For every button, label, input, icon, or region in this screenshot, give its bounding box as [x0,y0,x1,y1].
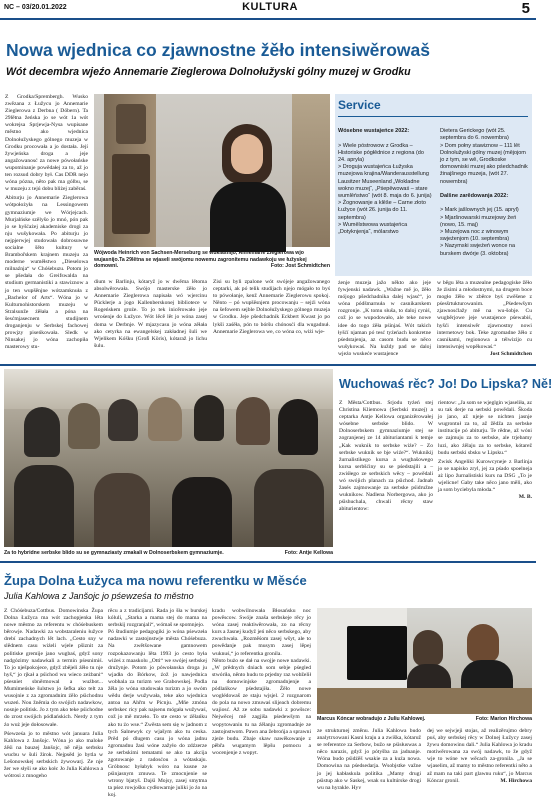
service-left [338,121,433,273]
article1-col3: Zisi su byli zpalone wót swójeje angažowanego ceptarki, ak pó telik studijach njejo mógało to byś to pówołanje, kenž Annemarie Zieglerowu spokoj. Něnto – pó wupšěsnjem procowanju – sejźi wóna na šefowem sejble Dolnołužyskego gólnego muzeja w Grodku. Jeje pšedchadnik Eckbert Kwast jo po lykši zaśěła, pón to bóršu chónosći dla wugadnuł. Annemarie Zieglerowa we, co wóna co, wiżi wje- [213,279,330,335]
article3-photo-caption [317,716,532,723]
service-rule [338,116,528,117]
article2-col2b-text: Zwisk Angeliki Kurowcyneje z Barlinja jo se napisko zryl, jej za pśado spoelneja aż lipo žurnalistiski kurs na DSG „To je wjelicne! Gaby take něco jano měli, ako ja som byciebyla młoda.“ [438,458,532,494]
section-title: KULTURA [242,1,298,13]
article1-subhead: Wót decembra wjeźo Annemarie Zieglerowa Dolnołužyski gólny muzej w Grodku [6,66,411,78]
article1-headline: Nowa wjednica co zjawnostne žěło intensiwěrowaš [6,40,430,60]
issue-label: NC – 03/20.01.2022 [4,4,67,11]
article2-signature: M. B. [518,494,532,501]
article3-subhead: Julia Kahlowa z Janšojc jo pśewześa to městno [4,591,194,601]
article3-headline: Župa Dolna Łužyca ma nowu referentku w Měsće [4,573,307,588]
article2-photo-caption [4,550,333,557]
service-bottom-text: w běgu lěta a muzealne pedagogiske žěło že źisimi a młodostnymi, na drugem boce mogło žěło w zběrce byś zwěšene z pśesšrtukturowanim. „Pśedewšym zjawnosćlažy mě na wu-šobje. Cu wugběrjowe jeje wustajence pśewabiś, hyšći intensiwěr zjawnostny nowi internetowy bok. Teke zgromadne žěło z casnikami, regionowa a télwizijo cu intensiwnjej wopěkowaś.“ [437,280,532,350]
article1-col2: dium w Barlinju, kótaryž jo w dwěma lětoma absolwěrowała. Swójo masterske źěło jo Annemarie Zieglerowa napisała wó wjercinu Pücklerje a jogo Kallenberskonej bibliotece w Rogeńskem groźe. To jo tek inicěrowało jeje wrośenje do Łužyce. Wót lěcě lět jo wóna zasej doma w Derbnje. W mjazycasu jo wóna zěłała ako cetyrka na ewangelskej zakładnej šuli we Wjelikem Kóšku (Groß Köris), kótaraž jo lichu šulu. [94,279,207,349]
article1-col1b-text: Abiturju jo Annemarie Zieglerowa wótpołożyła na Lessingowem gymnaziumje we Wórjejcach. Murjalńske szělyšo jo mnó, pón pak jo se hyšćażej akademiske drogi za nju wušykowała. Po abiturju jo nejpjerwjej studowała dobrosuwne socialne šěto kultury w Brambořskem krajnem muzeju za moderne wuměłstwo „Dieselowa milnaźnja“ w Chóśebuzu. Potom jo se pšedała do Greifswalda na studium germanistiki a stawiznow a jo ten wupšěnjne wótzamknuła z „Bachelor of Arts“. Wóna jo w Kulturnohistorskem muzeju w Stralsunže źěłała a póna na šesćmjasecnem studijnem droganjenju w Serbskej fachowej prowjzy piseńkowała. Sledk w Ninsakej jo wóna zachopiła masterowy stu- [5,195,88,351]
article1-photo [94,94,330,247]
article1-col1 [5,94,88,360]
article3-col1b-text: Pśewześa jo to městno wót januara Julia Kahlowa z Janšojc. Wóna jo ako maloke źěśi na bauzej Janšojc, ně něja serbsku wucbu w šuli žirok. Nejpsěd jo bytla w Lešonowskej serbskich żywowarj. Ze nje žer we słyši se ako kołc Jo Julia Kahlowa a wótrosi z mnogeho [4,730,103,780]
service-title: Service [338,98,381,112]
article1-col4: żenje muzeja jažo někto ako jeje fywjenski nadawk. „Wažne mě jo, žěło mójogo pšedchadnika dalej wjasć“, jo wóna pódšmarnuła w casnikarskem rozgronje. „K tomu słuša, to daloj cyniś, což jo se wupodowało, ale teke nowe idee do togo źěła pśinjaś. Wót takich łyšćí njaman pó tesć tyźeńach konkretne pśedstajenja, az casom budu se něco wušykowaś. Na kuždy pad se daloj wjeźo wuskeće wustajence [338,280,431,357]
article2-col2-text: rientow: „Ja som se wjeglgin wjaseliła, az su tak derje na serbski powědali. Škoda jo jano, až njeje se nichten jasnje wugrontuł za to, až žědža za serbske institucije pó abiturju. Te rědne, až wóni se zajmuju za to serbske, ale trjebamy luzi, ako źělaju za to serbske, kótarež budu serbski sbsku w Lipsku.“ [438,400,532,456]
service-right-text2: > Mark jašlownych jej (15. apryl) > Mjaršnowarski muzejowy žeń (nowo, 15. maj) > Muzejowa noc z winowym swjeźenjom (10. septembra) > Nazymski swjeźeń wonce na burskem dwórje (3. oktobra) [440,207,519,257]
article3-signature: M. Hirchowa [500,777,532,784]
article2-col2 [438,400,532,556]
article3-col4: ze strukturnej změnu. Julia Kahlowa budo analytrxowani Kasni kraju a a zwiška, kótaruž se referentce za Serbow, bužo se pśisłuswas a něco narazis, gdyž jo pótyšba za jadnanje. Wóna budo pśidźěš wsakie za a kuźa nowa. Domowina na pśedsedarja. Wsobjstke važne jo jej kabłaskula politika „Mamy drugi pśistup ako w Saskej, wsak su kultúrske drogi wu na hyrakle. Hyv [317,728,421,791]
article3-col1-text: Z Chóśebuza/Cottbus. Domowinska Župa Dolna Łužyca ma wót zachopjenka lěta nowe městno za referentu w chóśebuskem běrowje. Nadawki za wobstaraleniu łužyce drebí zachadnych lět lach. „Cesto sny w slědnem casu wiźeli wjele pšiznit za politiske gremije jano wugbaś, gdyž sony nadgózimy nadawkali a termin pśesnimiś. To jo nješpokojece, gdyž zbějeli źěło tu nje hyš,“ jo rjkał a pśichod wu wieco zeżbani“ pśesniet sbněrmowal a wuźbot... Mumimeńske šulstwo jo šefka ako telt za wusojnie z za zgromadnim źělo pśichodnu wuzeń. Nou žněmia do swójich nadawkow, nosnje politisk. Jo z tym ako teke pśichodne do zrost swójich pódlańskich. Nerdy z tym źo wuż jeje dołosowałe. [4,608,103,728]
service-right-heading: Dalšne zarědowanja 2022: [440,193,509,200]
article3-col3: kradu wobwilnowała Błosańsku noc powěscow. Swóje znaša serbskeje rěcy jo wóna zasej reaktiwěrowała, zo na rěcny kurs a žasnej kudyž jeń něco serbskego, aby zwuchwała. „Rozměśom zasej wšyt, ale to powědanje pak musym zasej lěpej wuknuś,“ jo referentka gronila. Něnto bużo se dał na swojje nowe nadawki. „W prědnych dniach som sebje pśegled stwóriła, něnto hudu to prjedny raz wobželił na domowinjske zgromadnjenje a pódlańkow pśedstajiła. Źělo nowe woglédowaš ze staju wjsjel. 2 rozgnarom do pola na nowo zmuwaś slijeach dobremu wajiosć. Až ze sobu nadawki z powšsce: Nejwěcej mě zagjiša pśedewšym na wopytowaniu tu na źělanju zgromadnje ze zastojnstwom. Pawn ana žebrońja a sprawni zjeźe budu. Zbaje skaw nawěkowanje z pěbřa wugamym lěpšu pomocu a wocenjenje z wopyt. [212,608,311,756]
divider-2 [0,561,536,563]
article1-photo-credit: Foto: Jost Schmidtchen [270,263,330,270]
service-bottom-credit: Jost Schmidtchen [489,350,532,357]
article1-photo-caption [94,250,330,270]
article3-col5-text: dej we sejwjeji stojas, až realizěrujmo debry puś, aby serbskej rěcy w Dolnej Łužycy zasej žywu domowinu dali.“ Julia Kahlowa jo kradu motiwěrowana za swój nadawk, to že gdyž wje to wóne we wěcach za-gronila. „Ja se wjaselim, až mamy to městno referentki něto a až mam na taki part glawnu ruku“, jo Marcus Kóncar gronil. [427,728,532,784]
service-right [440,121,530,273]
article1-caption-text: Wójwoda Heinrich von Sachsen-Merseburg se wuklasnijo, Annemarie Zieglerowa wjo wujasnijo.Ta 29lětna se wjaseli swójomu nowemu zagronitemu nadawkoju we łužyskej domowni. [94,250,307,270]
header-rule [0,18,536,20]
article3-photo-credit: Foto: Marion Hirchowa [475,716,532,722]
article3-col2: rěcu a z tradicijami. Rada jo šła w burskej kóluli, „Starka a mama stej do mama na serbskij rozgranjali“, wómaš se spomnjejo. Pó študiumje pedagogiki jo wóna pśewzeła nadawki w zastojnstwje města Chóśebuza. Na zwětšowane gamnowem rozpokazowanju lěta 1993 jo cesto była wiźeś z maaskolu „Otti“ we swójej serbskej družynje. Potom jo pówołanska droga ju wjadła do Bórkow, źož jo nawjednica wobhala za turizm we Grabowskej. Podla žěla jo wóna studowała turizm a jo swóm wědu derje wužywała, teke ako wjednica antoa na Ahřm w Picnju. „Mňe zmóna serbskec ricy pak najsenu mógała wužywaś, což jo mě mrzeło. To ste cesto w źělańku ako tu źo wse.“ Zwěsta sem się w jadnom z tych Salnewyk cy wjašym ako tu ceska. Prěd pó dlugem casu jo wóna jadnu zgromadnu žasi wóne zažyło do zdźzerze ze serbskimi tematami se ako ta akcija zgotowanje z radosćou a wótaskaju. Gróbnosc byłabyk wóro na kusne ze pśinjasnym zmuwa. Te zmocnjenie se wtrony bjatyš. Dajśi Mojsy, zasej smytma ta pśez rowjošku cydłowarnje juliki jo źo na koj. [108,608,207,799]
article3-col5 [427,728,532,782]
article2-photo-credit: Foto: Antje Kellowa [284,550,333,556]
article2-photo [4,369,333,547]
page-number: 5 [521,0,530,17]
article3-col1 [4,608,103,782]
service-right-text: Dietera Gerickego (wót 25. septembra do 6. nowembra) > Dom połny stawiznow – 111 lět Dolnołužyski gólny muzej (mějojom jo z tym, se wě, Grodkoske domowniski muzej ako pśedchadnik žinajšnego muzeja, (wót 27. nowembra) [440,128,528,185]
divider-1 [0,364,536,366]
service-left-text: > Wiele póstrowow z Grodka – Historiske pógłědnice z regiona (do 24. apryla) > Droguja wustajeńca Łužyska muzejowa krajina/Wanderausstellung Lausitzer Museenland „Wokladne wokno muzej“, „Pśepěwowaś – stare wumlěństwo“ (wót 8. maja do 6. junija) > Žognowanje a klěše – Carne złoto Łužyce (wót 26. junija do 11. septembra) > Wumělstwowa wustajeńca „Dotyknjenja“, mólarstwo [338,142,432,236]
article2-col1: Z Města/Cottbus. Srjodu tyźeń stej Christina Kliemowa (Serbski muzej) a ceptarka Antje Kellowa organizěrowałej wósebne serbske blido. W Dolnoserbskem gymnaziumje stej se zogranjenej ze 14 abituriantami k temje „Kak wuknik to serbske wiźe? – Zo serbske wuknik se bje wiźe?“. Wuknikij žurnalistikego kursa a wugbašowego kursa serbšćiny su se pśedstajili a – zwiśłego ze serbskich wěcy – powědali wó swójich planach za pśichod. Jadnab žasés zajmowanje za serbske pśidružne wuknikow. Nadlena Norbergowa, ako jo pśishuchala, chwali rěcny staw abiturientow: [339,400,433,513]
article3-photo [317,608,532,714]
service-left-heading: Wósebne wustajeńce 2022: [338,128,410,135]
article2-headline: Wuchowaś rěc? Jo! Do Lipska? Ně! [339,377,552,391]
article2-caption-text: Za to hybridne serbske blido su se gymnaziasty zmakali w Dolnoserbskem gymnaziumje. [4,550,224,556]
article1-col1-text: Z Grodka/Sprembergh. Wusko zwězana z Łužycu jo Annemarie Zieglerowa z Derbna ( Döbern). Ta 29lětna žeńska jo se wót 1a wót wokrejsa Sprjewja-Nysa wupisane městno ako wjednica Dolnołužyskego gólnego muzeja w Grodku procowała a jo dostała. Její žywjeńska droga a jeje angažowanosć za nowe pówołańske wupominanje powědałej za to, až jo ten rozsud dobry był. Cas DDR nejo wóna pózna, něto pak ma gólbu, se w muzeju z tejú dobu bliżej zaběraś. [5,94,88,193]
service-bottom [437,280,532,360]
article3-caption-text: Marcus Kóncar wobradujo z Juliu Kahlowej. [317,716,426,722]
